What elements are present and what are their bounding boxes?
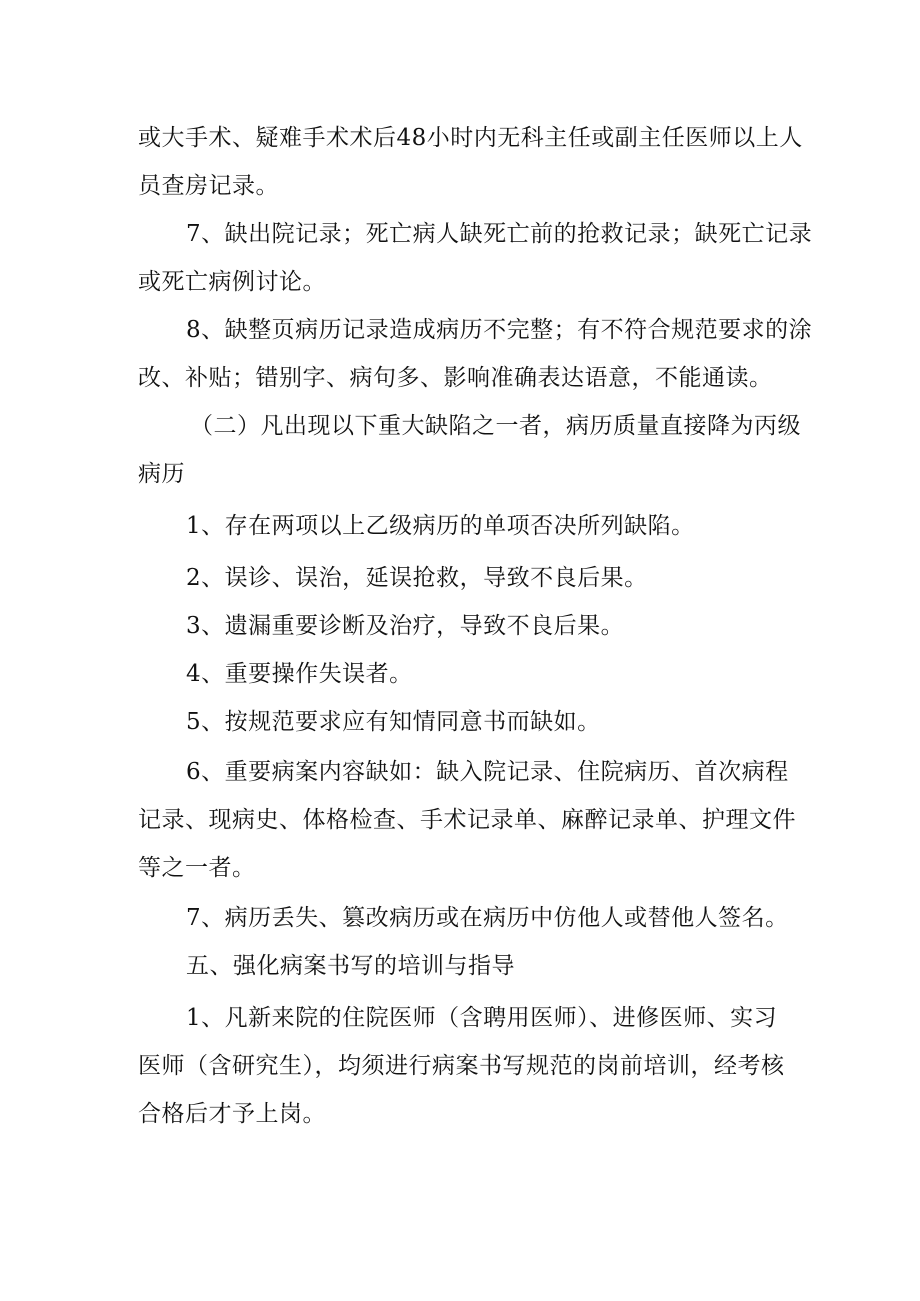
text-line: 等之一者。 — [138, 855, 256, 881]
list-item: 5、按规范要求应有知情同意书而缺如。 — [186, 709, 601, 735]
list-item: 6、重要病案内容缺如：缺入院记录、住院病历、首次病程 — [186, 759, 789, 785]
list-item: 1、凡新来院的住院医师（含聘用医师）、进修医师、实习 — [186, 1005, 778, 1031]
list-item: 7、病历丢失、篡改病历或在病历中仿他人或替他人签名。 — [186, 905, 789, 931]
section-heading: 五、强化病案书写的培训与指导 — [186, 953, 515, 979]
text-line: 合格后才予上岗。 — [138, 1101, 326, 1127]
text-line: 病历 — [138, 461, 185, 487]
text-line: 8、缺整页病历记录造成病历不完整；有不符合规范要求的涂 — [186, 317, 813, 343]
text-line: 或死亡病例讨论。 — [138, 269, 326, 295]
list-item: 3、遗漏重要诊断及治疗，导致不良后果。 — [186, 613, 625, 639]
text-line: 改、补贴；错别字、病句多、影响准确表达语意，不能通读。 — [138, 365, 773, 391]
section-heading: （二）凡出现以下重大缺陷之一者，病历质量直接降为丙级 — [190, 413, 801, 439]
list-item: 4、重要操作失误者。 — [186, 661, 413, 687]
text-line: 7、缺出院记录；死亡病人缺死亡前的抢救记录；缺死亡记录 — [186, 221, 813, 247]
list-item: 2、误诊、误治，延误抢救，导致不良后果。 — [186, 565, 648, 591]
text-line: 或大手术、疑难手术术后48小时内无科主任或副主任医师以上人 — [138, 125, 803, 151]
text-line: 医师（含研究生），均须进行病案书写规范的岗前培训，经考核 — [138, 1053, 785, 1079]
text-line: 员查房记录。 — [138, 173, 279, 199]
text-line: 记录、现病史、体格检查、手术记录单、麻醉记录单、护理文件 — [138, 807, 796, 833]
list-item: 1、存在两项以上乙级病历的单项否决所列缺陷。 — [186, 513, 695, 539]
